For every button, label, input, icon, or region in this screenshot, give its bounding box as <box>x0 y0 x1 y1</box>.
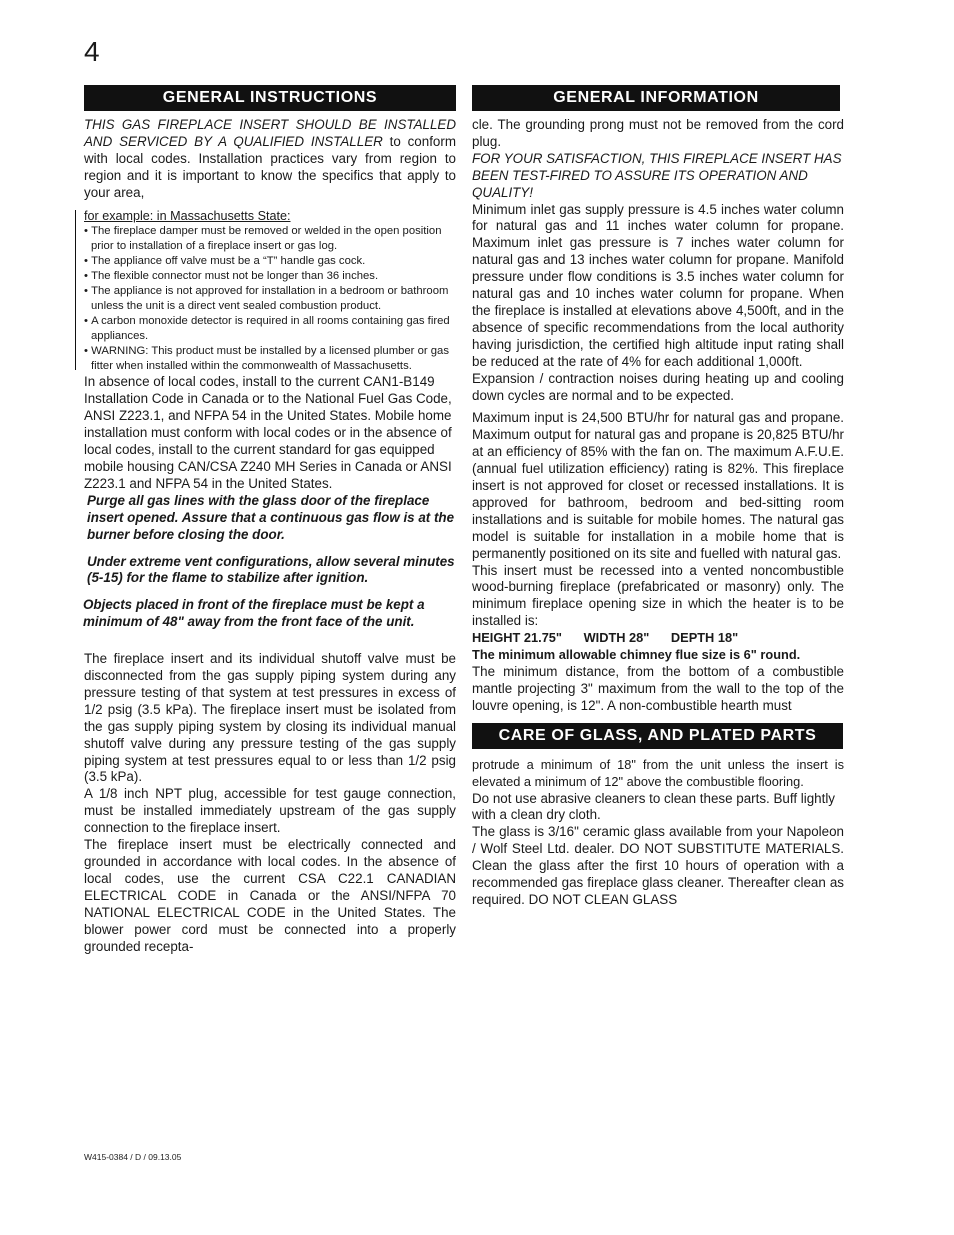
purge-note: Purge all gas lines with the glass door of the fireplace insert opened. Assure that a continuous gas flow is at the burner before closing the door. <box>87 492 455 542</box>
vent-note: Under extreme vent configurations, allow several minutes (5-15) for the flame to stabilize after ignition. <box>87 553 455 586</box>
bullet-item: • The appliance is not approved for installation in a bedroom or bathroom unless the unit is a direct vent sealed combustion product. <box>84 284 456 314</box>
shutoff-paragraph: The fireplace insert and its individual shutoff valve must be disconnected from the gas supply piping system during any pressure testing of that system at test pressures in excess of 1/2 psig (3.5 kPa). The fireplace insert must be isolated from the gas supply piping system by closing its individual manual shutoff valve during any pressure testing of the gas supply piping system at test pressures equal to or less than 1/2 psig (3.5 kPa). <box>84 651 456 785</box>
npt-paragraph: A 1/8 inch NPT plug, accessible for test gauge connection, must be installed immediately upstream of the gas supply connection to the fireplace insert. <box>84 786 456 836</box>
codes-paragraph: In absence of local codes, install to the current CAN1-B149 Installation Code in Canada or to the National Fuel Gas Code, ANSI Z223.1, and NFPA 54 in the United States. Mobile home installation must conform with local codes or in the absence of local codes, install to the current standard for gas equipped mobile housing CAN/CSA Z240 MH Series in Canada or ANSI Z223.1 and NFPA 54 in the United States. <box>84 374 452 491</box>
objects-note: Objects placed in front of the fireplace must be kept a minimum of 48" away from the front face of the unit. <box>83 597 425 630</box>
abrasive-paragraph: Do not use abrasive cleaners to clean these parts. Buff lightly with a clean dry cloth. <box>472 790 835 823</box>
page-number: 4 <box>84 36 100 67</box>
bullet-item: • The fireplace damper must be removed or welded in the open position prior to installation of a fireplace insert or gas log. <box>84 224 456 254</box>
input-paragraph: Maximum input is 24,500 BTU/hr for natural gas and propane. Maximum output for natural gas and propane is 20,825 BTU/hr at an efficiency of 85% with the fan on. The maximum A.F.U.E. (annual fuel utilization efficiency) rating is 82%. This fireplace insert is not approved for closet or recessed installations. It is approved for bathroom, bedroom and bed-sitting room installations and is suitable for mobile homes. The natural gas model is suitable for installation in a mobile home that is permanently positioned on its site and fuelled with natural gas. <box>472 410 844 561</box>
pressure-paragraph: Minimum inlet gas supply pressure is 4.5 inches water column for natural gas and 11 inches water column for propane. Maximum inlet gas pressure is 7 inches water column for natural gas and 13 inches water column for propane. Manifold pressure under flow conditions is 3.5 inches water column for natural gas and 10 inches water column for propane. When the fireplace is installed at elevations above 4,500ft, and in the absence of specific recommendations from the local authority having jurisdiction, the certified high altitude input rating shall be reduced at the rate of 4% for each additional 1,000ft. <box>472 201 844 369</box>
bullet-item: • A carbon monoxide detector is required in all rooms containing gas fired appliances. <box>84 314 456 344</box>
satisfaction-note: FOR YOUR SATISFACTION, THIS FIREPLACE INSERT HAS BEEN TEST-FIRED TO ASSURE ITS OPERATION AND QUALITY! <box>472 150 842 200</box>
glass-paragraph: The glass is 3/16" ceramic glass available from your Napoleon / Wolf Steel Ltd. dealer. DO NOT SUBSTITUTE MATERIALS. Clean the glass after the first 10 hours of operation with a recommended gas fireplace glass cleaner. Thereafter clean as required. DO NOT CLEAN GLASS <box>472 824 844 907</box>
bullet-item: • The appliance off valve must be a “T” handle gas cock. <box>84 254 456 269</box>
bullet-item: • The flexible connector must not be longer than 36 inches. <box>84 269 456 284</box>
bullet-item: • WARNING: This product must be installed by a licensed plumber or gas fitter when installed within the commonwealth of Massachusetts. <box>84 344 456 374</box>
general-information-heading: GENERAL INFORMATION <box>472 85 840 111</box>
electrical-paragraph: The fireplace insert must be electrically connected and grounded in accordance with local codes. In the absence of local codes, use the current CSA C22.1 CANADIAN ELECTRICAL CODE in Canada or the ANSI/NFPA 70 NATIONAL ELECTRICAL CODE in the United States. The blower power cord must be connected into a properly grounded recepta- <box>84 837 456 954</box>
right-column <box>472 85 844 909</box>
recess-paragraph: This insert must be recessed into a vented noncombustible wood-burning fireplace (prefabricated or masonry) only. The minimum fireplace opening size in which the heater is to be installed is: <box>472 562 844 629</box>
intro-italic: THIS GAS FIREPLACE INSERT SHOULD BE INSTALLED AND SERVICED BY A QUALIFIED INSTALLER <box>84 117 456 149</box>
depth-dimension: DEPTH 18" <box>670 630 739 646</box>
massachusetts-bullets <box>84 224 456 374</box>
document-code: W415-0384 / D / 09.13.05 <box>84 1152 182 1162</box>
width-dimension: WIDTH 28" <box>583 630 650 646</box>
protrude-paragraph: protrude a minimum of 18" from the unit unless the insert is elevated a minimum of 12" above the combustible flooring. <box>472 756 844 789</box>
example-label: for example: in Massachusetts State: <box>84 208 291 223</box>
height-dimension: HEIGHT 21.75" <box>472 630 562 646</box>
general-instructions-heading: GENERAL INSTRUCTIONS <box>84 85 456 111</box>
flue-note: The minimum allowable chimney flue size is 6" round. <box>472 647 801 663</box>
margin-rule <box>75 210 76 371</box>
care-of-glass-heading: CARE OF GLASS, AND PLATED PARTS <box>472 723 843 749</box>
intro-rest: to conform with local codes. Installation practices vary from region to region and it is important to know the specifics that apply to your area, <box>84 133 456 200</box>
expansion-paragraph: Expansion / contraction noises during heating up and cooling down cycles are normal and to be expected. <box>472 370 844 403</box>
intro-paragraph <box>84 117 456 202</box>
left-column <box>84 85 456 955</box>
opening-dimensions <box>472 630 844 647</box>
mantle-paragraph: The minimum distance, from the bottom of a combustible mantle projecting 3" maximum from the wall to the top of the louvre opening, is 12". A non-combustible hearth must <box>472 664 844 713</box>
massachusetts-block <box>84 208 456 375</box>
grounding-paragraph: cle. The grounding prong must not be removed from the cord plug. <box>472 117 844 149</box>
